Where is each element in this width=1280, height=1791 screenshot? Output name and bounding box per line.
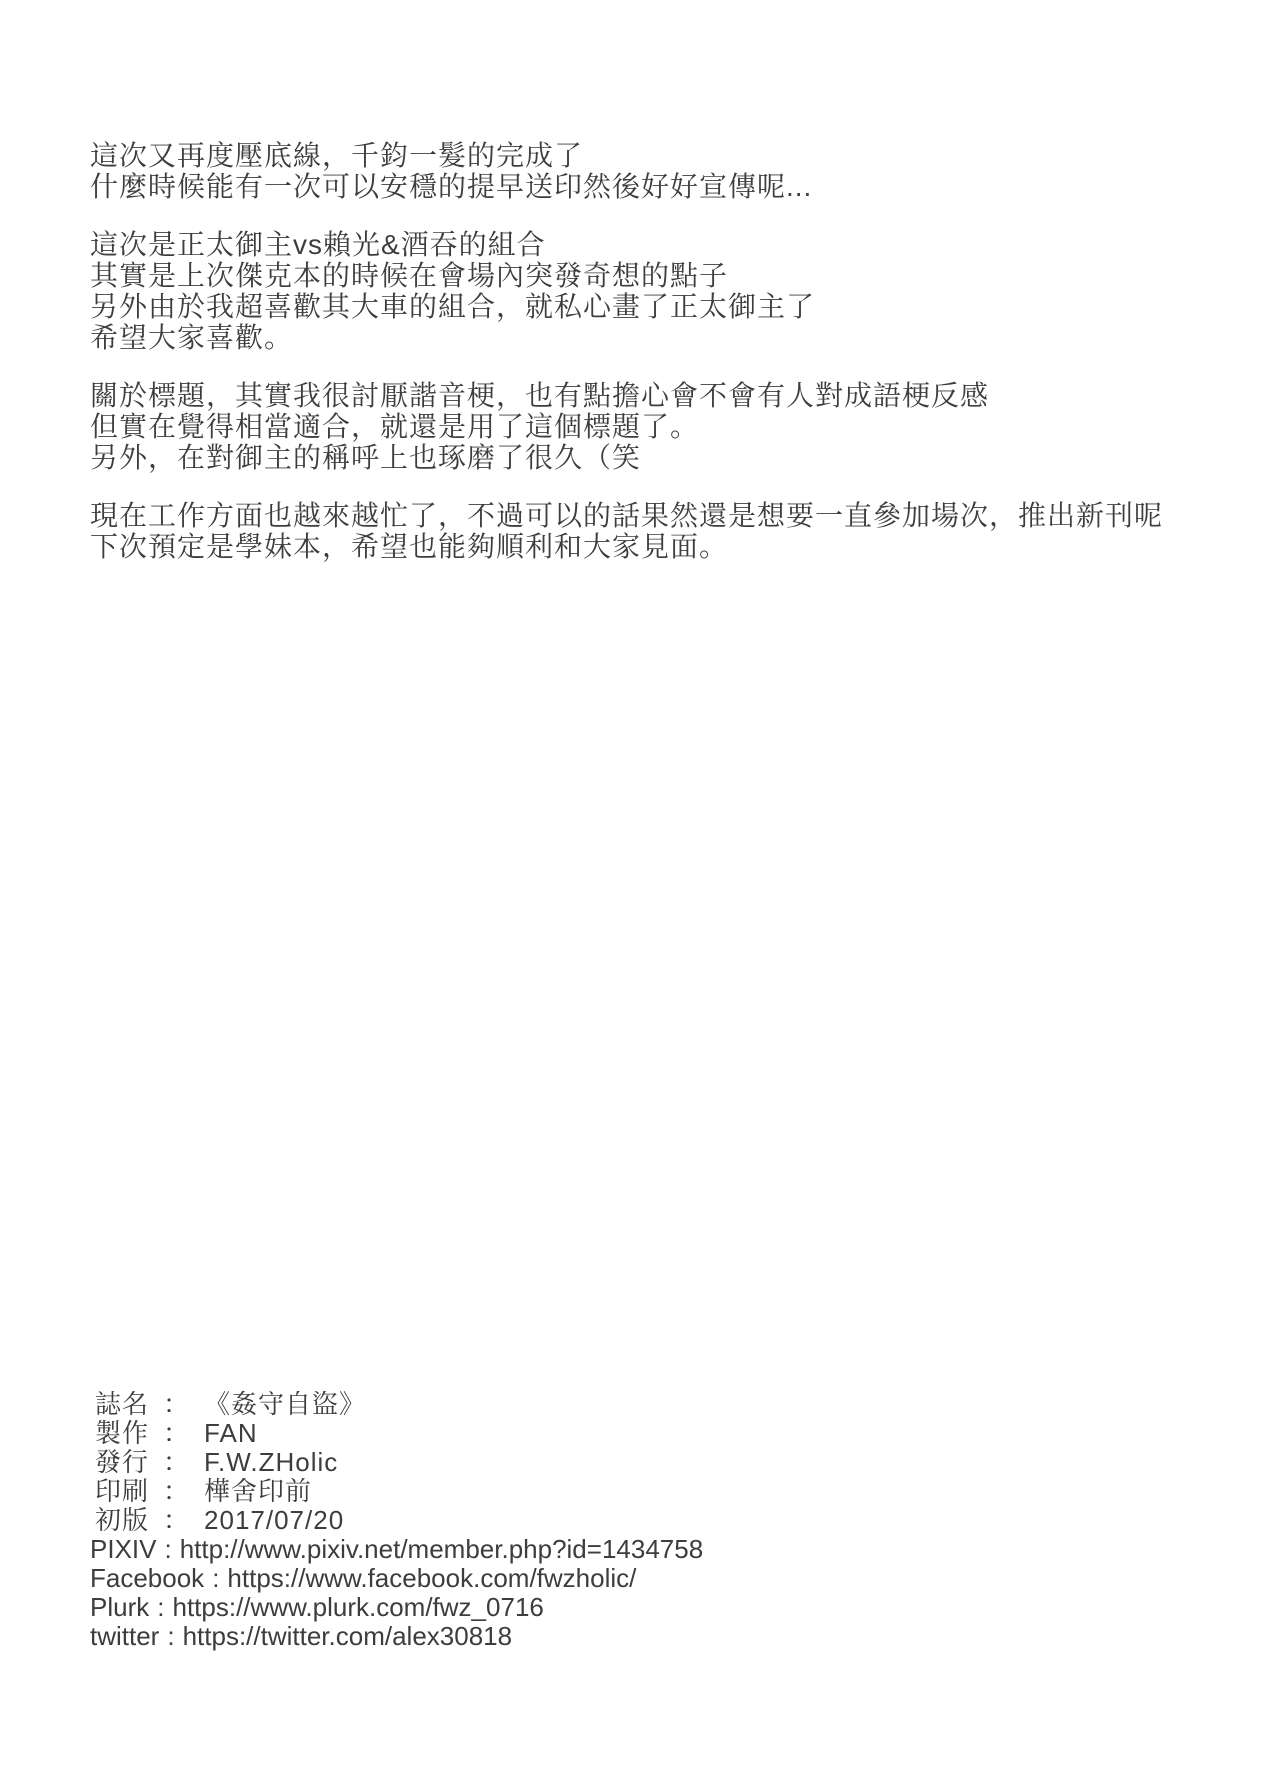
colophon-value: 2017/07/20 [204, 1505, 345, 1535]
colophon-row-pixiv [90, 1535, 703, 1564]
colophon-value: F.W.ZHolic [204, 1447, 339, 1477]
afterword-line: 什麼時候能有一次可以安穩的提早送印然後好好宣傳呢... [90, 171, 813, 202]
colophon-row-twitter [90, 1622, 703, 1651]
colophon-label: Facebook [90, 1563, 205, 1593]
colophon-separator: ： [163, 1389, 191, 1419]
afterword-paragraph [90, 500, 1240, 562]
colophon-row-first-edition [90, 1506, 703, 1535]
afterword-paragraph [90, 380, 1240, 473]
pixiv-url-text: http://www.pixiv.net/member.php?id=1434758 [179, 1534, 704, 1564]
colophon-separator: : [157, 1592, 165, 1622]
afterword-line: 其實是上次傑克本的時候在會場內突發奇想的點子 [90, 260, 729, 291]
colophon-row-publisher [90, 1448, 703, 1477]
colophon-label: 印刷 [95, 1476, 150, 1506]
afterword-line: 另外，在對御主的稱呼上也琢磨了很久（笑 [90, 442, 642, 473]
facebook-url-text: https://www.facebook.com/fwzholic/ [227, 1563, 637, 1593]
afterword-paragraph [90, 229, 1240, 353]
colophon-label: twitter [90, 1621, 160, 1651]
afterword-line: 關於標題，其實我很討厭諧音梗，也有點擔心會不會有人對成語梗反感 [90, 380, 990, 411]
colophon-block [90, 1390, 703, 1651]
twitter-url-text: https://twitter.com/alex30818 [182, 1621, 513, 1651]
afterword-line: 但實在覺得相當適合，就還是用了這個標題了。 [90, 411, 700, 442]
colophon-separator: ： [163, 1476, 191, 1506]
colophon-row-maker [90, 1419, 703, 1448]
afterword-line: 下次預定是學妹本，希望也能夠順利和大家見面。 [90, 531, 729, 562]
colophon-separator: ： [163, 1418, 191, 1448]
afterword-line: 另外由於我超喜歡其大車的組合，就私心畫了正太御主了 [90, 291, 816, 322]
colophon-row-plurk [90, 1593, 703, 1622]
colophon-separator: : [164, 1534, 172, 1564]
colophon-value: 樺舍印前 [204, 1476, 313, 1506]
colophon-value: FAN [204, 1418, 258, 1448]
afterword-line: 這次又再度壓底線，千鈞一髮的完成了 [90, 140, 584, 171]
afterword-line: 希望大家喜歡。 [90, 322, 294, 353]
colophon-row-title [90, 1390, 703, 1419]
colophon-label: PIXIV [90, 1534, 157, 1564]
colophon-label: 初版 [95, 1505, 150, 1535]
colophon-row-facebook [90, 1564, 703, 1593]
colophon-value: 《姦守自盜》 [204, 1389, 367, 1419]
colophon-separator: : [167, 1621, 175, 1651]
colophon-separator: ： [163, 1505, 191, 1535]
colophon-label: Plurk [90, 1592, 150, 1622]
afterword-line: 這次是正太御主vs賴光&酒吞的組合 [90, 229, 546, 260]
afterword-text-block [90, 140, 1240, 589]
afterword-line: 現在工作方面也越來越忙了，不過可以的話果然還是想要一直參加場次，推出新刊呢 [90, 500, 1164, 531]
colophon-label: 誌名 [95, 1389, 150, 1419]
colophon-row-printer [90, 1477, 703, 1506]
colophon-label: 發行 [95, 1447, 150, 1477]
colophon-separator: : [212, 1563, 220, 1593]
plurk-url-text: https://www.plurk.com/fwz_0716 [172, 1592, 544, 1622]
afterword-paragraph [90, 140, 1240, 202]
colophon-label: 製作 [95, 1418, 150, 1448]
colophon-separator: ： [163, 1447, 191, 1477]
